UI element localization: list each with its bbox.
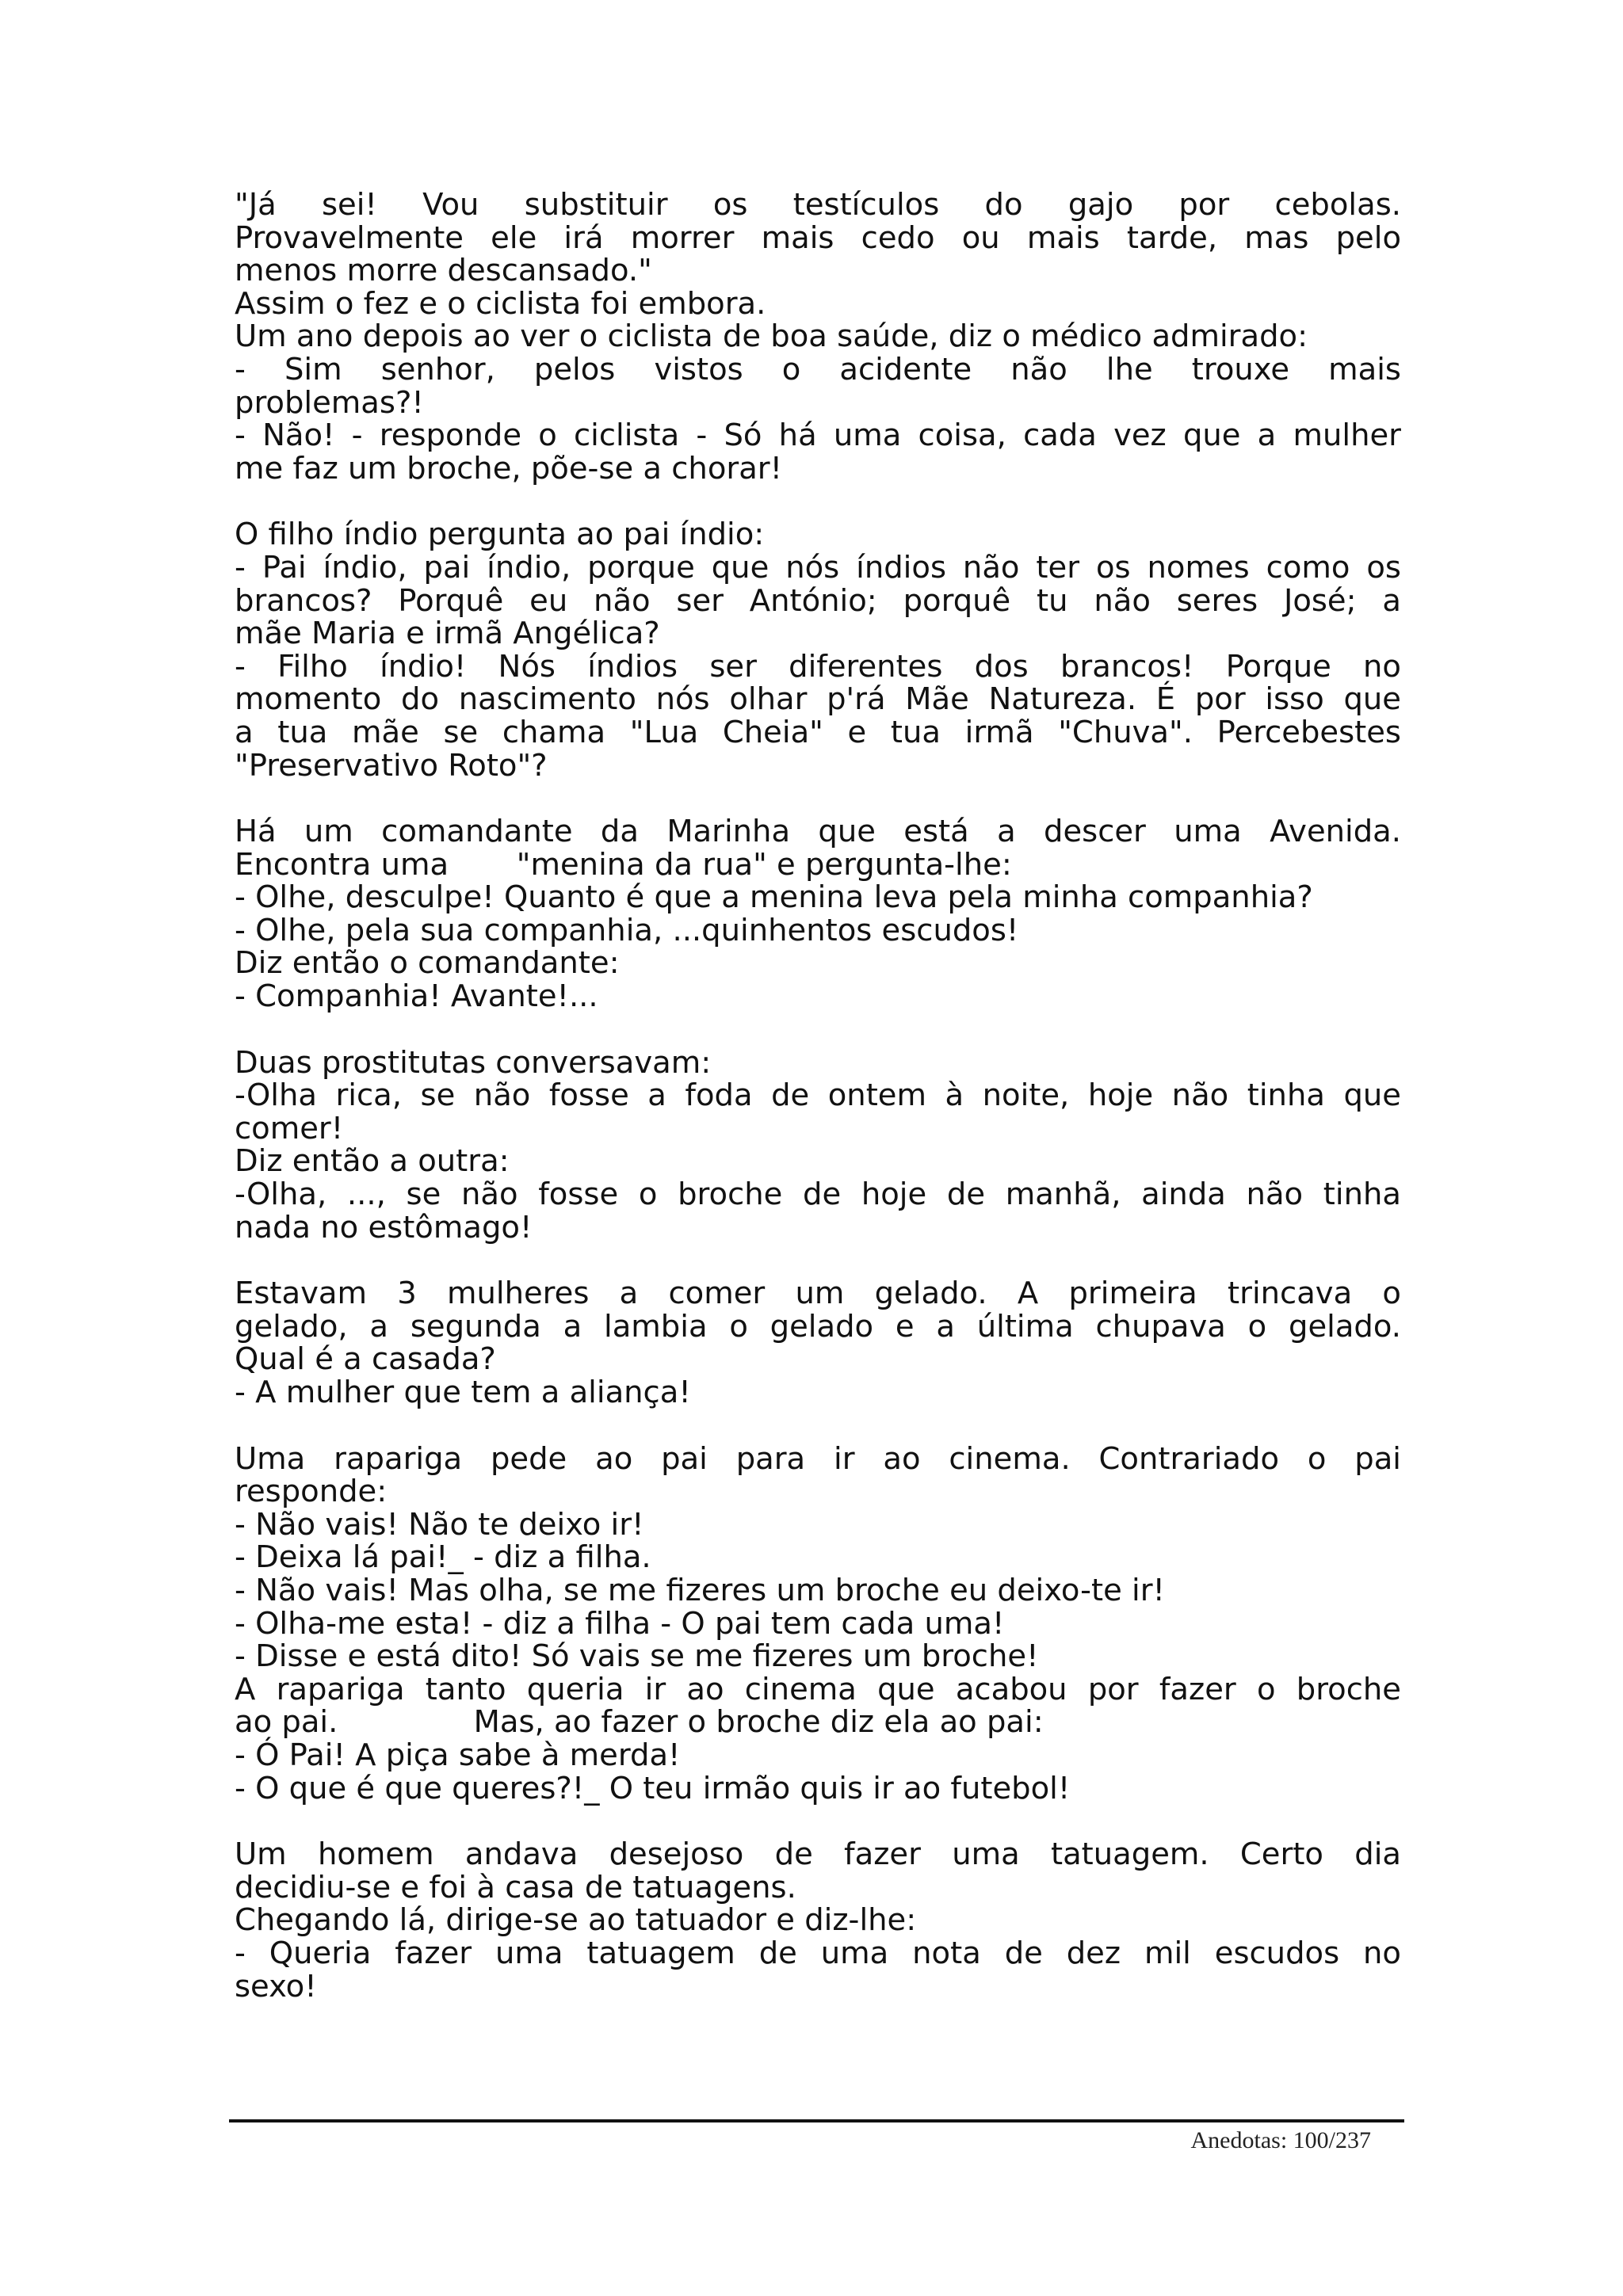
- text-line: Uma rapariga pede ao pai para ir ao cinema. Contrariado o pai: [235, 1440, 1401, 1477]
- text-line: ao pai. Mas, ao fazer o broche diz ela ao pai:: [235, 1704, 1044, 1741]
- text-paragraph: [235, 1440, 1401, 1806]
- text-line: - Companhia! Avante!...: [235, 978, 598, 1015]
- text-line: - Deixa lá pai!_ - diz a filha.: [235, 1539, 651, 1576]
- text-line: - Sim senhor, pelos vistos o acidente não lhe trouxe mais: [235, 351, 1401, 387]
- text-line: A rapariga tanto queria ir ao cinema que acabou por fazer o broche: [235, 1671, 1401, 1707]
- text-line: - Olhe, pela sua companhia, ...quinhentos escudos!: [235, 912, 1019, 948]
- text-line: Qual é a casada?: [235, 1341, 496, 1378]
- text-line: - Disse e está dito! Só vais se me fizeres um broche!: [235, 1638, 1039, 1675]
- text-line: - Não! - responde o ciclista - Só há uma coisa, cada vez que a mulher: [235, 418, 1401, 454]
- text-line: - A mulher que tem a aliança!: [235, 1375, 691, 1410]
- text-line: menos morre descansado.": [235, 253, 652, 289]
- text-line: Duas prostitutas conversavam:: [235, 1044, 712, 1081]
- text-line: me faz um broche, põe-se a chorar!: [235, 450, 783, 486]
- footer-divider: [229, 2119, 1404, 2122]
- text-line: - Olhe, desculpe! Quanto é que a menina leva pela minha companhia?: [235, 879, 1313, 916]
- text-paragraph: [235, 189, 1401, 485]
- text-line: - Olha-me esta! - diz a filha - O pai tem cada uma!: [235, 1605, 1005, 1642]
- text-line: Provavelmente ele irá morrer mais cedo ou mais tarde, mas pelo: [235, 219, 1401, 256]
- text-line: momento do nascimento nós olhar p'rá Mãe Natureza. É por isso que: [235, 681, 1401, 718]
- text-line: sexo!: [235, 1968, 317, 2004]
- text-line: Chegando lá, dirige-se ao tatuador e diz-lhe:: [235, 1902, 917, 1939]
- text-line: "Já sei! Vou substituir os testículos do gajo por cebolas.: [235, 187, 1401, 223]
- text-line: comer!: [235, 1110, 344, 1146]
- text-line: Diz então a outra:: [235, 1143, 510, 1180]
- page-footer-label: Anedotas: 100/237: [1190, 2127, 1371, 2153]
- text-line: mãe Maria e irmã Angélica?: [235, 616, 660, 652]
- text-line: Estavam 3 mulheres a comer um gelado. A primeira trincava o: [235, 1276, 1401, 1312]
- text-line: "Preservativo Roto"?: [235, 747, 548, 784]
- text-line: - Pai índio, pai índio, porque que nós índios não ter os nomes como os: [235, 549, 1401, 585]
- text-line: - Filho índio! Nós índios ser diferentes dos brancos! Porque no: [235, 648, 1401, 685]
- text-line: a tua mãe se chama "Lua Cheia" e tua irmã "Chuva". Percebestes: [235, 714, 1401, 750]
- text-line: - Ó Pai! A piça sabe à merda!: [235, 1737, 681, 1773]
- text-paragraph: [235, 1277, 1401, 1409]
- text-line: gelado, a segunda a lambia o gelado e a última chupava o gelado.: [235, 1308, 1401, 1344]
- text-line: Um homem andava desejoso de fazer uma tatuagem. Certo dia: [235, 1836, 1401, 1873]
- text-line: decidiu-se e foi à casa de tatuagens.: [235, 1869, 796, 1905]
- text-line: Encontra uma "menina da rua" e pergunta-lhe:: [235, 846, 1012, 883]
- text-line: Há um comandante da Marinha que está a descer uma Avenida.: [235, 814, 1401, 850]
- text-line: nada no estômago!: [235, 1209, 533, 1245]
- text-paragraph: [235, 815, 1401, 1013]
- text-line: O filho índio pergunta ao pai índio:: [235, 517, 765, 553]
- text-line: problemas?!: [235, 384, 424, 421]
- text-line: -Olha rica, se não fosse a foda de ontem à noite, hoje não tinha que: [235, 1077, 1401, 1114]
- text-line: responde:: [235, 1474, 388, 1510]
- text-line: Diz então o comandante:: [235, 945, 620, 982]
- text-line: - Queria fazer uma tatuagem de uma nota de dez mil escudos no: [235, 1935, 1401, 1971]
- text-line: - O que é que queres?!_ O teu irmão quis ir ao futebol!: [235, 1770, 1071, 1806]
- text-paragraph: [235, 1044, 1401, 1245]
- text-line: -Olha, ..., se não fosse o broche de hoje de manhã, ainda não tinha: [235, 1177, 1401, 1213]
- text-line: - Não vais! Mas olha, se me fizeres um broche eu deixo-te ir!: [235, 1572, 1165, 1608]
- text-paragraph: [235, 518, 1401, 782]
- text-line: - Não vais! Não te deixo ir!: [235, 1506, 644, 1543]
- text-line: brancos? Porquê eu não ser António; porquê tu não seres José; a: [235, 582, 1401, 619]
- text-line: Assim o fez e o ciclista foi embora.: [235, 285, 766, 322]
- text-paragraph: [235, 1838, 1401, 2003]
- text-line: Um ano depois ao ver o ciclista de boa saúde, diz o médico admirado:: [235, 318, 1308, 355]
- document-body: [235, 189, 1401, 2036]
